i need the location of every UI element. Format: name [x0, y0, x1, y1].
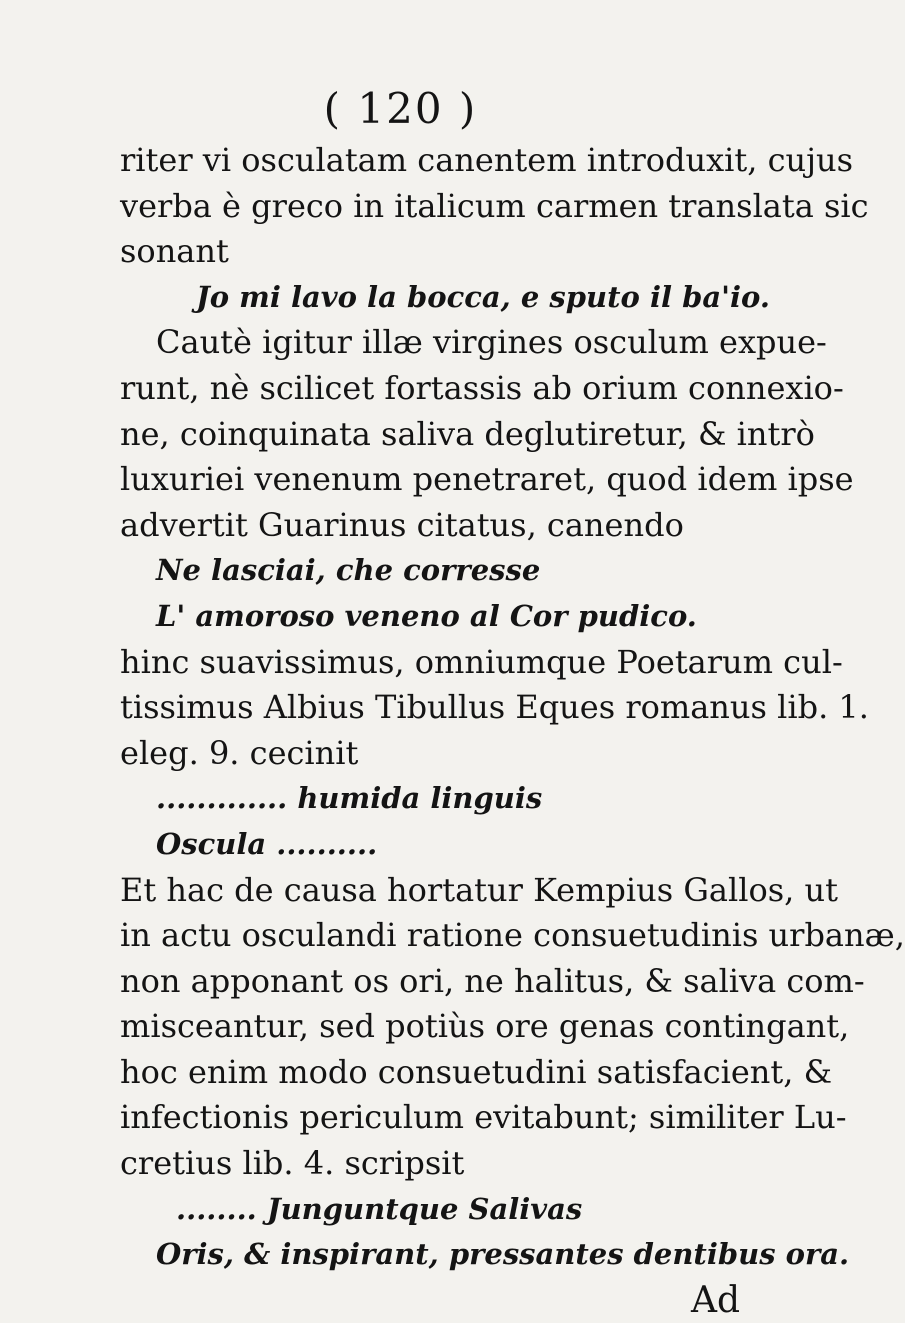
text-line: tissimus Albius Tibullus Eques romanus lib. 1.: [120, 688, 869, 727]
text-line: Et hac de causa hortatur Kempius Gallos, ut: [120, 870, 838, 909]
text-line: Cautè igitur illæ virgines osculum expue-: [156, 323, 827, 362]
paragraph-tibullus: [120, 640, 869, 777]
paragraph-intro: [120, 138, 869, 275]
verse-line: Ne lasciai, che corresse: [156, 553, 541, 588]
text-line: runt, nè scilicet fortassis ab orium connexio-: [120, 368, 844, 407]
paragraph-caute: [120, 320, 854, 548]
text-line: ne, coinquinata saliva deglutiretur, & intrò: [120, 414, 815, 453]
verse-line: Oris, & inspirant, pressantes dentibus ora.: [156, 1237, 850, 1272]
text-line: advertit Guarinus citatus, canendo: [120, 505, 684, 544]
text-line: cretius lib. 4. scripsit: [120, 1144, 465, 1183]
text-line: luxuriei venenum penetraret, quod idem ipse: [120, 460, 854, 499]
verse-line: L' amoroso veneno al Cor pudico.: [156, 598, 697, 633]
text-line: verba è greco in italicum carmen translata sic: [120, 186, 869, 225]
text-line: riter vi osculatam canentem introduxit, cujus: [120, 141, 854, 179]
text-line: sonant: [120, 232, 229, 271]
verse-line: Oscula ..........: [156, 826, 378, 861]
text-line: in actu osculandi ratione consuetudinis urbanæ,: [120, 916, 905, 955]
verse-line: ........ Junguntque Salivas: [176, 1191, 583, 1226]
text-line: non apponant os ori, ne halitus, & saliva com-: [120, 961, 865, 1000]
verse-line: ............. humida linguis: [156, 781, 543, 816]
text-line: misceantur, sed potiùs ore genas contingant,: [120, 1007, 850, 1046]
page-number: ( 120 ): [323, 84, 478, 133]
text-line: hinc suavissimus, omniumque Poetarum cul-: [120, 642, 843, 681]
text-line: eleg. 9. cecinit: [120, 733, 359, 772]
paragraph-kempius: [120, 868, 905, 1187]
catchword: Ad: [690, 1279, 740, 1321]
text-line: infectionis periculum evitabunt; similiter Lu-: [120, 1098, 847, 1137]
verse-line: Jo mi lavo la bocca, e sputo il ba'io.: [196, 279, 770, 314]
main-text: [120, 138, 905, 1323]
text-line: hoc enim modo consuetudini satisfacient, &: [120, 1052, 833, 1091]
